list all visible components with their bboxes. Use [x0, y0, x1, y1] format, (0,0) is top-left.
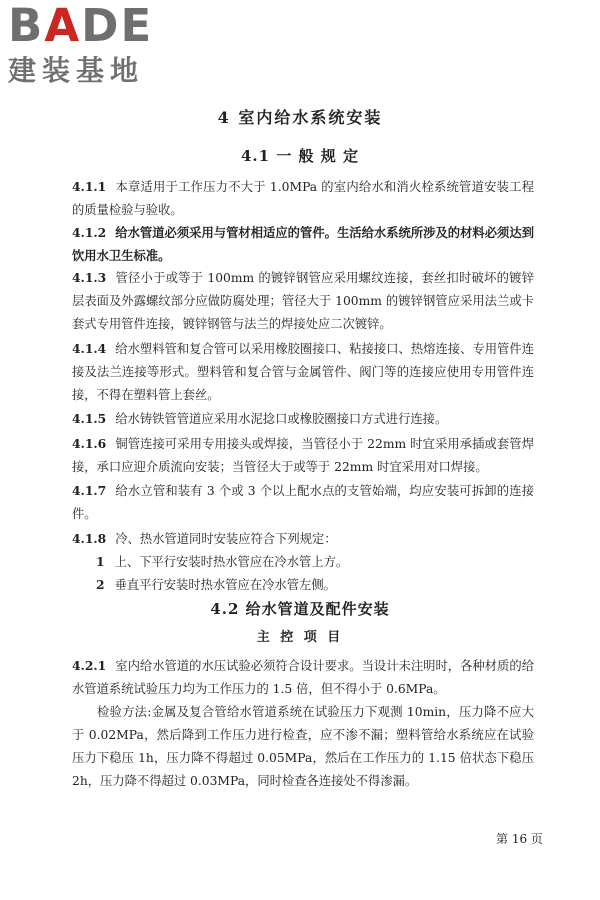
page-number: 第 16 页: [496, 832, 543, 846]
inspection-method: 检验方法:金属及复合管给水管道系统在试验压力下观测 10min，压力降不应大于 0.02MPa，然后降到工作压力进行检查，应不渗不漏；塑料管给水系统应在试验压力下稳压 1h，压力降不得超过 0.05MPa，然后在工作压力的 1.15 倍状态下稳压 2h，压力降不得超过 0.03MPa，同时检查各连接处不得渗漏。: [72, 705, 534, 788]
subheading-main-control-items: 主 控 项 目: [256, 630, 344, 645]
clause-4-1-1: 4.1.1 本章适用于工作压力不大于 1.0MPa 的室内给水和消火栓系统管道安装工程的质量检验与验收。: [72, 179, 534, 217]
logo-chinese-text: 建装基地: [8, 54, 145, 87]
list-item: 2 垂直平行安装时热水管应在冷水管左侧。: [96, 577, 336, 592]
clause-4-1-7: 4.1.7 给水立管和装有 3 个或 3 个以上配水点的支管始端，均应安装可拆卸的连接件。: [72, 483, 534, 521]
clause-4-1-6: 4.1.6 铜管连接可采用专用接头或焊接，当管径小于 22mm 时宜采用承插或套管焊接，承口应迎介质流向安装；当管径大于或等于 22mm 时宜采用对口焊接。: [72, 436, 534, 474]
list-item: 1 上、下平行安装时热水管应在冷水管上方。: [96, 554, 349, 569]
clause-4-1-2: 4.1.2 给水管道必须采用与管材相适应的管件。生活给水系统所涉及的材料必须达到饮用水卫生标准。: [72, 225, 534, 263]
section-title-4-2: 4.2 给水管道及配件安装: [210, 600, 390, 618]
clause-4-1-3: 4.1.3 管径小于或等于 100mm 的镀锌钢管应采用螺纹连接，套丝扣时破坏的镀锌层表面及外露螺纹部分应做防腐处理；管径大于 100mm 的镀锌钢管应采用法兰或卡套式专用管件连接，镀锌钢管与法兰的焊接处应二次镀锌。: [72, 270, 534, 331]
bade-logo: [8, 2, 178, 90]
clause-4-2-1: 4.2.1 室内给水管道的水压试验必须符合设计要求。当设计未注明时，各种材质的给水管道系统试验压力均为工作压力的 1.5 倍，但不得小于 0.6MPa。: [72, 658, 534, 696]
section-title-4-1: 4.1 一 般 规 定: [241, 147, 359, 165]
logo-wordmark: BADE: [8, 0, 154, 52]
clause-4-1-5: 4.1.5 给水铸铁管管道应采用水泥捻口或橡胶圈接口方式进行连接。: [72, 411, 448, 426]
chapter-title: 4 室内给水系统安装: [217, 108, 383, 127]
clause-4-1-8: 4.1.8 冷、热水管道同时安装应符合下列规定：: [72, 531, 337, 546]
clause-4-1-4: 4.1.4 给水塑料管和复合管可以采用橡胶圈接口、粘接接口、热熔连接、专用管件连接及法兰连接等形式。塑料管和复合管与金属管件、阀门等的连接应使用专用管件连接，不得在塑料管上套丝。: [72, 341, 534, 402]
